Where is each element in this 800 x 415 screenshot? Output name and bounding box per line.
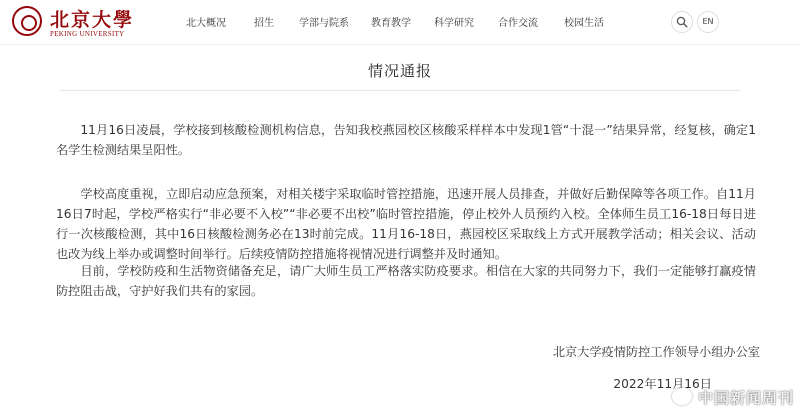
nav-item-admissions[interactable]: 招生 xyxy=(254,18,274,29)
article-paragraph-1: 11月16日凌晨，学校接到核酸检测机构信息，告知我校燕园校区核酸采样样本中发现1管“十混一”结果异常，经复核，确定1名学生检测结果呈阳性。 xyxy=(56,123,756,157)
page-title: 情况通报 xyxy=(367,62,432,80)
article-paragraph-3: 目前，学校防疫和生活物资储备充足，请广大师生员工严格落实防疫要求。相信在大家的共同努力下，我们一定能够打赢疫情防控阻击战，守护好我们共有的家园。 xyxy=(56,264,756,298)
logo-english-name: PEKING UNIVERSITY xyxy=(50,30,125,38)
title-divider xyxy=(60,90,740,91)
nav-item-education[interactable]: 教育教学 xyxy=(371,18,411,29)
nav-item-departments[interactable]: 学部与院系 xyxy=(299,18,349,29)
nav-item-campus-life[interactable]: 校园生活 xyxy=(564,18,604,29)
nav-item-overview[interactable]: 北大概况 xyxy=(186,18,226,29)
nav-item-research[interactable]: 科学研究 xyxy=(434,18,474,29)
weibo-icon xyxy=(672,388,692,405)
watermark-text: 中国新闻周刊 xyxy=(697,389,794,407)
search-icon[interactable] xyxy=(671,11,693,33)
language-switch-button[interactable]: EN xyxy=(697,11,719,33)
nav-item-cooperation[interactable]: 合作交流 xyxy=(498,18,538,29)
article-signature: 北京大学疫情防控工作领导小组办公室 xyxy=(552,345,760,359)
article-date: 2022年11月16日 xyxy=(613,377,712,391)
article-paragraph-2: 学校高度重视，立即启动应急预案，对相关楼宇采取临时管控措施，迅速开展人员排查，并做好后勤保障等各项工作。自11月16日7时起，学校严格实行“非必要不入校”“非必要不出校”临时管控措施，停止校外人员预约入校。全体师生员工16-18日每日进行一次核酸检测，其中16日核酸检测务必在13时前完成。11月16-18日，燕园校区采取线上方式开展教学活动；相关会议、活动也改为线上举办或调整时间举行。后续疫情防控措施将视情况进行调整并及时通知。 xyxy=(56,187,756,261)
site-header xyxy=(0,0,800,45)
logo-chinese-name: 北京大學 xyxy=(50,9,135,31)
publisher-watermark xyxy=(672,387,794,413)
